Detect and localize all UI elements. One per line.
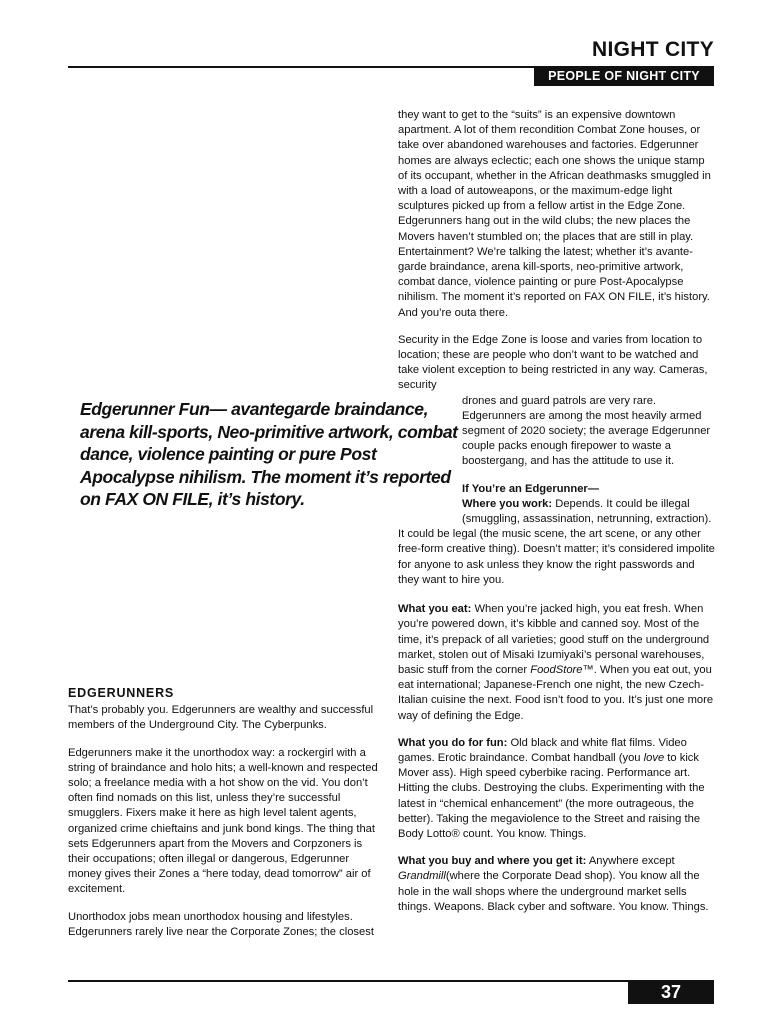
paragraph: they want to get to the “suits” is an expensive downtown apartment. A lot of them recondition Combat Zone houses, or take over abandoned warehouses and factories. Edgerunner homes are always eclectic; each one shows the unique stamp of its occupant, whether in the African deathmasks smuggled in with a load of autoweapons, or the maximum-edge light sculptures picked up from a fellow artist in the Edge Zone. Edgerunners hang out in the wild clubs; the new places the Movers haven’t stumbled on; the places that are still in play. Entertainment? We’re talking the latest; whether it’s avante-garde braindance, arena kill-sports, neo-primitive artwork, combat dance, violence painting or pure Post-Apocalypse nihilism. The moment it’s reported on FAX ON FILE, it’s history. And you’re outa there. [398,109,711,319]
paragraph: Edgerunners make it the unorthodox way: a rockergirl with a string of braindance and holo hits; a well-known and respected solo; a freelance media with a hot show on the vid. You don’t often find nomads on this list, unless they’re successful smugglers. Fixers make it here as high level talent agents, organized crime chieftains and junk bond kings. The thing that sets Edgerunners apart from the Movers and Corpzoners is their occupations; often illegal or dangerous, Edgerunner money gives their Zones a “here today, dead tomorrow” air of excitement. [68,746,378,896]
fun-text: to kick Mover ass). High speed cyberbike racing. Performance art. Hitting the clubs. Destroying the clubs. Experimenting with the latest in “chemical enhancement” (the more outrageous, the better). Taking the megaviolence to the Street and raising the Body Lotto® count. You know. Things. [398,751,705,840]
eat-text: When you’re jacked high, you eat fresh. When you’re powered down, it’s kibble and canned soy. Most of the time, it’s prepack of all varieties; good stuff on the underground market, stolen out of Misaki Izumiyaki’s personal warehouses, basic stuff from the corner [398,603,710,676]
pull-quote: Edgerunner Fun— avantegarde braindance, arena kill-sports, Neo-primitive artwork, combat dance, violence painting or pure Post Apocalypse nihilism. The moment it’s reported on FAX ON FILE, it’s history. [80,399,458,509]
buy-text: Anywhere except [588,855,675,868]
store-name: Grandmill [398,870,446,883]
subheading: If You’re an Edgerunner— [462,482,599,495]
buy-label: What you buy and where you get it: [398,855,587,868]
fun-paragraph [398,736,716,842]
work-text: It could be legal (the music scene, the art scene, or any other free-form creative thing). Doesn’t matter; it’s considered impolite for anyone to ask unless they know the right passwords and they want to hire you. [398,528,715,586]
buy-paragraph [398,854,716,915]
left-column [68,686,380,952]
footer-rule [68,980,714,982]
buy-text: (where the Corporate Dead shop). You know all the hole in the wall shops where the underground market sells things. Weapons. Black cyber and software. You know. Things. [398,870,709,913]
eat-label: What you eat: [398,603,472,616]
header-title: NIGHT CITY [592,38,714,61]
paragraph-part: Security in the Edge Zone is loose and varies from location to location; these are people who don’t want to be watched and take violent exception to being restricted in any way. Cameras, security [398,333,708,392]
section-heading: EDGERUNNERS [68,686,175,700]
paragraph: That’s probably you. Edgerunners are wealthy and successful members of the Underground City. The Cyberpunks. [68,704,374,732]
work-text: Depends. It could be illegal (smuggling, assassination, netrunning, extraction). [462,497,712,526]
fun-text: Old black and white flat films. Video games. Erotic braindance. Combat handball (you [398,736,687,764]
paragraph-part: drones and guard patrols are very rare. Edgerunners are among the most heavily armed segment of 2020 society; the average Edgerunner couple packs enough firepower to waste a boostergang, and has the attitude to use it. [462,394,711,468]
eat-paragraph [398,602,716,724]
section-label: PEOPLE OF NIGHT CITY [534,66,714,86]
page-number: 37 [628,980,714,1004]
emphasis: love [643,751,665,764]
work-label: Where you work: [462,497,553,510]
eat-text: . When you eat out, you eat international; Japanese-French one night, the new Czech-Italian cuisine the next. Food isn’t food to you. It’s just one more way of defining the Edge. [398,663,714,722]
right-column [398,108,716,927]
store-name: FoodStore™ [530,663,594,676]
paragraph: Unorthodox jobs mean unorthodox housing and lifestyles. Edgerunners rarely live near the Corporate Zones; the closest [68,910,374,938]
fun-label: What you do for fun: [398,736,508,749]
